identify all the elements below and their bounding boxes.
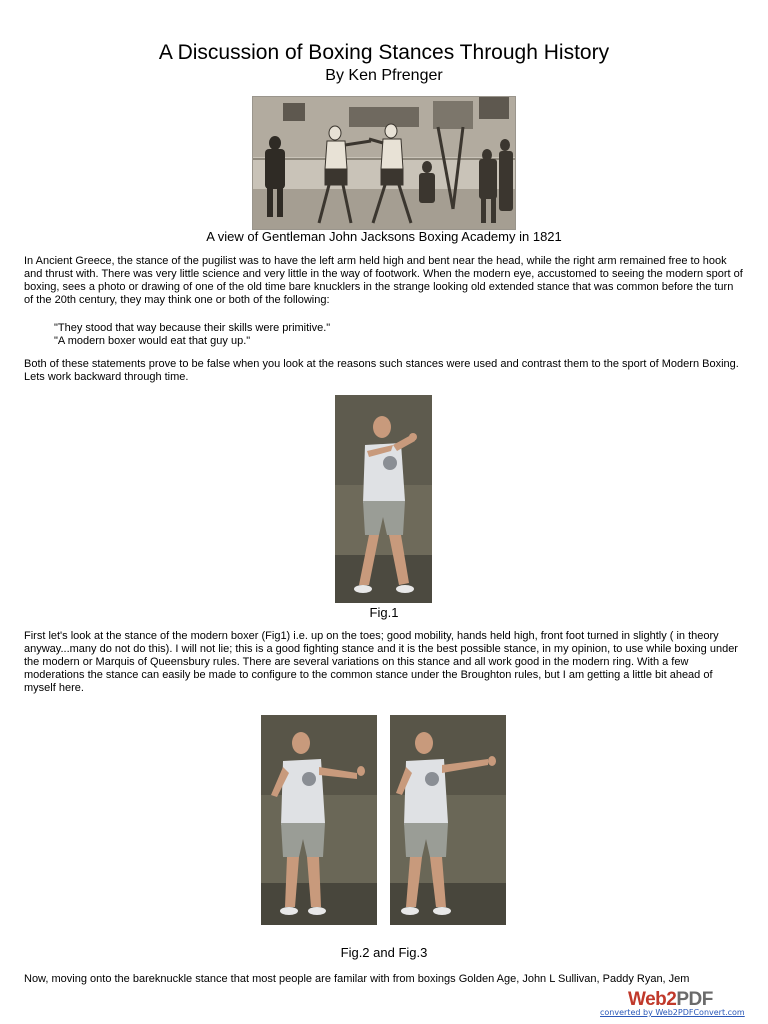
- quote-primitive: "They stood that way because their skills were primitive.": [54, 322, 331, 334]
- converter-link[interactable]: converted by Web2PDFConvert.com: [600, 1008, 745, 1017]
- logo-pdf-text: PDF: [676, 989, 713, 1010]
- fig3-boxer-photo: [390, 715, 506, 925]
- logo-number-text: 2: [666, 989, 677, 1010]
- engraving-caption: A view of Gentleman John Jacksons Boxing Academy in 1821: [206, 229, 562, 244]
- author-byline: By Ken Pfrenger: [325, 67, 443, 84]
- paragraph-modern-boxer: First let's look at the stance of the modern boxer (Fig1) i.e. up on the toes; good mobility, hands held high, front foot turned in slightly ( in theory anyway...many do not do this). I will not lie; this is a good fighting stance and it is the best possible stance, in my opinion, to use while boxing under the modern or Marquis of Queensbury rules. There are several variations on this stance and all work good in the modern ring. With a few moderations the stance can easily be made to configure to the common stance under the Broughton rules, but I am getting a little bit ahead of myself here.: [24, 630, 738, 694]
- boxing-academy-engraving: [252, 96, 516, 230]
- fig1-caption: Fig.1: [369, 605, 399, 620]
- fig23-caption: Fig.2 and Fig.3: [340, 945, 428, 960]
- quote-modern-boxer: "A modern boxer would eat that guy up.": [54, 335, 251, 347]
- logo-web-text: Web: [628, 989, 667, 1010]
- document-title: A Discussion of Boxing Stances Through History: [158, 41, 610, 64]
- fig1-boxer-photo: [335, 395, 432, 603]
- fig2-boxer-photo: [261, 715, 377, 925]
- paragraph-bareknuckle: Now, moving onto the bareknuckle stance that most people are familar with from boxings Golden Age, John L Sullivan, Paddy Ryan, Jem: [24, 973, 690, 985]
- paragraph-statements-false: Both of these statements prove to be false when you look at the reasons such stances were used and contrast them to the sport of Modern Boxing. Lets work backward through time.: [24, 358, 739, 383]
- paragraph-ancient-greece: In Ancient Greece, the stance of the pugilist was to have the left arm held high and bent near the head, while the right arm remained free to hook and thrust with. There was very little science and very little in the way of footwork. When the modern eye, accustomed to seeing the modern sport of boxing, sees a photo or drawing of one of the old time bare knucklers in the strange looking old extended stance that was common before the turn of the 20th century, they may think one or both of the following:: [24, 255, 743, 306]
